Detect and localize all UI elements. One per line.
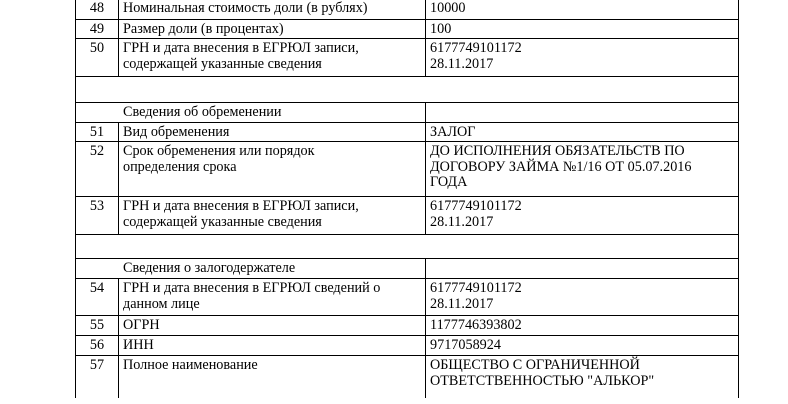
row-number: 51 [76,123,119,141]
blank-row [75,77,739,103]
row-number: 55 [76,316,119,335]
table-row [75,316,739,336]
section-title: Сведения об обременении [119,103,426,122]
table-row [75,39,739,77]
table-row [75,20,739,39]
table-row [75,197,739,235]
row-value: ЗАЛОГ [430,124,476,140]
section-header-row [75,259,739,279]
row-value: 1177746393802 [430,317,522,333]
row-label: ОГРН [119,316,426,335]
row-number: 53 [76,197,119,234]
row-label: ГРН и дата внесения в ЕГРЮЛ записи, содержащей указанные сведения [119,197,426,234]
table-row [75,279,739,316]
table-row [75,0,739,20]
table-row [75,142,739,197]
row-number: 57 [76,356,119,398]
row-label: ГРН и дата внесения в ЕГРЮЛ записи, содержащей указанные сведения [119,39,426,76]
row-value: 100 [430,21,452,37]
egrul-extract-table [75,0,739,398]
row-number: 52 [76,142,119,196]
blank-row [75,235,739,259]
table-row [75,123,739,142]
row-value: 6177749101172 28.11.2017 [430,198,522,230]
table-row [75,356,739,398]
row-number: 48 [76,0,119,19]
row-value: 10000 [430,0,466,16]
row-label: Срок обременения или порядок определения срока [119,142,426,196]
row-value: ОБЩЕСТВО С ОГРАНИЧЕННОЙ ОТВЕТСТВЕННОСТЬЮ "АЛЬКОР" [430,357,655,389]
row-number: 54 [76,279,119,315]
row-label: Номинальная стоимость доли (в рублях) [119,0,426,19]
row-value: 6177749101172 28.11.2017 [430,280,522,312]
row-number: 56 [76,336,119,355]
row-label: Размер доли (в процентах) [119,20,426,38]
section-title: Сведения о залогодержателе [119,259,426,278]
row-label: Полное наименование [119,356,426,398]
row-number: 50 [76,39,119,76]
row-value: ДО ИСПОЛНЕНИЯ ОБЯЗАТЕЛЬСТВ ПО ДОГОВОРУ ЗАЙМА №1/16 ОТ 05.07.2016 ГОДА [430,143,692,190]
row-value: 9717058924 [430,337,501,353]
row-number: 49 [76,20,119,38]
row-value: 6177749101172 28.11.2017 [430,40,522,72]
section-header-row [75,103,739,123]
row-label: ИНН [119,336,426,355]
row-label: ГРН и дата внесения в ЕГРЮЛ сведений о данном лице [119,279,426,315]
row-label: Вид обременения [119,123,426,141]
table-row [75,336,739,356]
